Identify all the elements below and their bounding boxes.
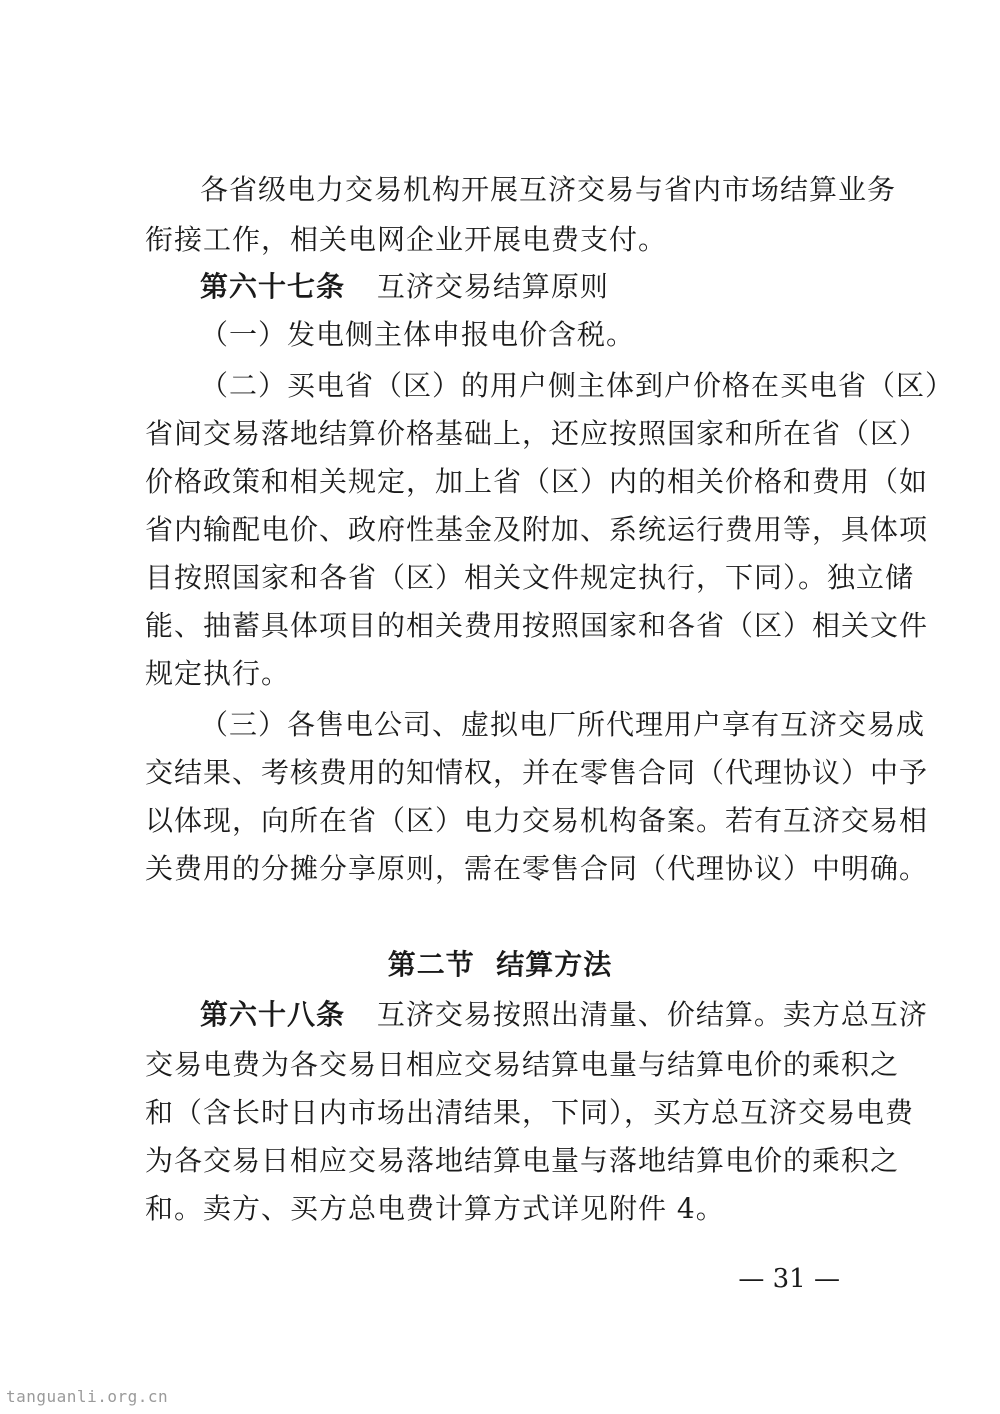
article-number: 第六十八条 — [200, 998, 346, 1031]
article-67-heading — [0, 267, 1000, 307]
article-68-line: 为各交易日相应交易落地结算电量与落地结算电价的乘积之 — [145, 1144, 900, 1177]
article-number: 第六十七条 — [200, 270, 346, 303]
list-item-3-line: 交结果、考核费用的知情权，并在零售合同（代理协议）中予 — [145, 756, 929, 789]
list-item-3-line: 关费用的分摊分享原则，需在零售合同（代理协议）中明确。 — [145, 852, 929, 885]
article-68-first-line — [0, 995, 1000, 1035]
list-item-3-line: （三）各售电公司、虚拟电厂所代理用户享有互济交易成 — [200, 708, 926, 741]
list-item-2-line: 省内输配电价、政府性基金及附加、系统运行费用等，具体项 — [145, 513, 929, 546]
section-heading: 第二节 结算方法 — [387, 948, 613, 981]
list-item-2-line: 目按照国家和各省（区）相关文件规定执行，下同）。独立储 — [145, 561, 915, 594]
list-item-3-line: 以体现，向所在省（区）电力交易机构备案。若有互济交易相 — [145, 804, 929, 837]
list-item-2-line: 规定执行。 — [145, 657, 291, 690]
page-number: — 31 — — [738, 1264, 840, 1294]
article-68-line: 交易电费为各交易日相应交易结算电量与结算电价的乘积之 — [145, 1048, 900, 1081]
list-item-2-line: （二）买电省（区）的用户侧主体到户价格在买电省（区） — [200, 369, 955, 402]
article-title: 互济交易结算原则 — [376, 270, 609, 303]
list-item-1: （一）发电侧主体申报电价含税。 — [200, 318, 636, 351]
watermark: tanguanli.org.cn — [6, 1387, 169, 1406]
article-68-line: 和（含长时日内市场出清结果，下同），买方总互济交易电费 — [145, 1096, 915, 1129]
list-item-2-line: 能、抽蓄具体项目的相关费用按照国家和各省（区）相关文件 — [145, 609, 929, 642]
paragraph-line: 各省级电力交易机构开展互济交易与省内市场结算业务 — [200, 173, 897, 206]
paragraph-line: 衔接工作，相关电网企业开展电费支付。 — [145, 223, 668, 256]
article-68-line: 和。卖方、买方总电费计算方式详见附件 4。 — [145, 1192, 725, 1225]
article-text: 互济交易按照出清量、价结算。卖方总互济 — [376, 998, 928, 1031]
list-item-2-line: 省间交易落地结算价格基础上，还应按照国家和所在省（区） — [145, 417, 929, 450]
list-item-2-line: 价格政策和相关规定，加上省（区）内的相关价格和费用（如 — [145, 465, 929, 498]
